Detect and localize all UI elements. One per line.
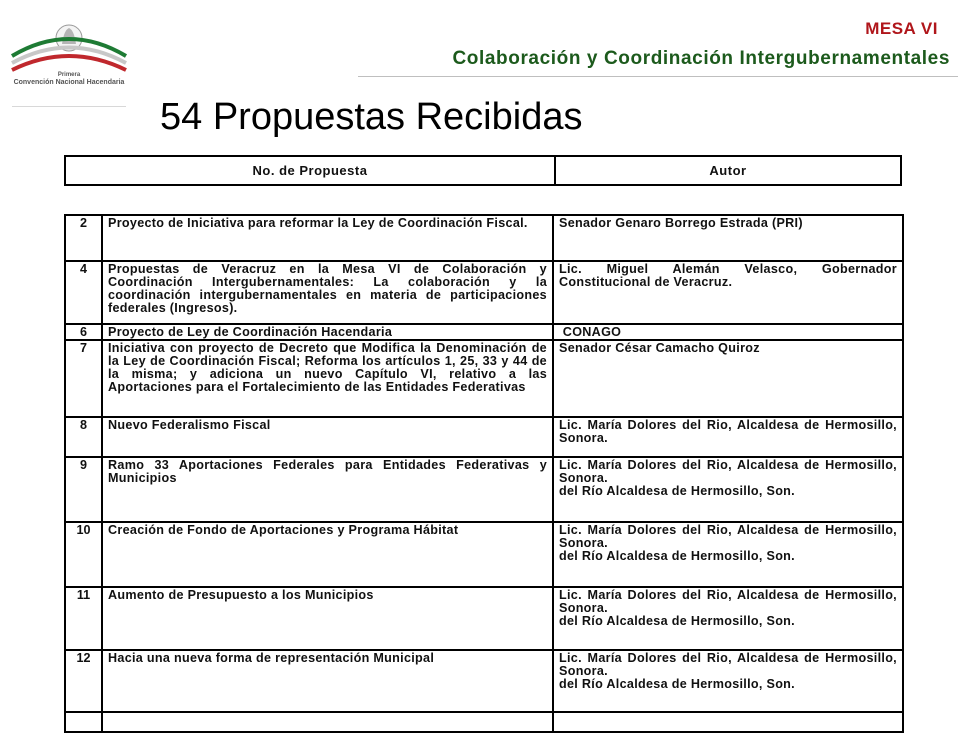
author-line: CONAGO bbox=[559, 325, 622, 339]
author-line: Lic. María Dolores del Rio, Alcaldesa de Hermosillo, Sonora. bbox=[559, 458, 897, 485]
logo-line-1: Primera bbox=[57, 72, 81, 78]
author-line-2: del Río Alcaldesa de Hermosillo, Son. bbox=[559, 677, 795, 691]
table-row bbox=[65, 324, 903, 340]
proposal-number: 8 bbox=[65, 417, 102, 457]
mesa-subtitle: Colaboración y Coordinación Intergubernamentales bbox=[452, 48, 950, 69]
col-header-author: Autor bbox=[555, 156, 901, 185]
table-row bbox=[65, 215, 903, 261]
proposal-title bbox=[102, 712, 553, 732]
author-line: Senador Genaro Borrego Estrada (PRI) bbox=[559, 216, 803, 230]
logo-divider bbox=[12, 106, 126, 107]
proposal-number: 10 bbox=[65, 522, 102, 587]
author-line: Lic. María Dolores del Rio, Alcaldesa de Hermosillo, Sonora. bbox=[559, 523, 897, 550]
table-row bbox=[65, 340, 903, 417]
proposal-author bbox=[553, 261, 903, 324]
proposal-author bbox=[553, 650, 903, 712]
author-line-2: del Río Alcaldesa de Hermosillo, Son. bbox=[559, 549, 795, 563]
proposal-title: Aumento de Presupuesto a los Municipios bbox=[102, 587, 553, 650]
table-row bbox=[65, 522, 903, 587]
proposal-title: Proyecto de Iniciativa para reformar la Ley de Coordinación Fiscal. bbox=[102, 215, 553, 261]
table-row bbox=[65, 417, 903, 457]
proposal-author bbox=[553, 712, 903, 732]
page-title: 54 Propuestas Recibidas bbox=[160, 96, 583, 138]
proposal-author bbox=[553, 417, 903, 457]
proposal-title: Hacia una nueva forma de representación Municipal bbox=[102, 650, 553, 712]
proposal-number: 11 bbox=[65, 587, 102, 650]
author-line: Lic. María Dolores del Rio, Alcaldesa de Hermosillo, Sonora. bbox=[559, 418, 897, 445]
proposal-title: Creación de Fondo de Aportaciones y Programa Hábitat bbox=[102, 522, 553, 587]
table-row bbox=[65, 457, 903, 522]
proposal-number bbox=[65, 712, 102, 732]
proposal-title: Propuestas de Veracruz en la Mesa VI de Colaboración y Coordinación Intergubernamentales: La colaboración y la coordinación intergubernamentales en materia de participaciones federales (Ingresos). bbox=[102, 261, 553, 324]
proposal-number: 7 bbox=[65, 340, 102, 417]
author-line-2: del Río Alcaldesa de Hermosillo, Son. bbox=[559, 484, 795, 498]
proposal-number: 4 bbox=[65, 261, 102, 324]
proposal-title: Ramo 33 Aportaciones Federales para Entidades Federativas y Municipios bbox=[102, 457, 553, 522]
proposal-title: Proyecto de Ley de Coordinación Hacendaria bbox=[102, 324, 553, 340]
proposal-author bbox=[553, 522, 903, 587]
author-line-2: del Río Alcaldesa de Hermosillo, Son. bbox=[559, 614, 795, 628]
proposal-number: 2 bbox=[65, 215, 102, 261]
proposal-author bbox=[553, 215, 903, 261]
table-row bbox=[65, 650, 903, 712]
mesa-label: MESA VI bbox=[865, 19, 938, 38]
author-line: Lic. María Dolores del Rio, Alcaldesa de Hermosillo, Sonora. bbox=[559, 651, 897, 678]
proposal-title: Iniciativa con proyecto de Decreto que Modifica la Denominación de la Ley de Coordinación Fiscal; Reforma los artículos 1, 25, 33 y 44 de la misma; y adiciona un nuevo Capítulo VI, relativo a las Aportaciones para el Fortalecimiento de las Entidades Federativas bbox=[102, 340, 553, 417]
logo-line-2: Convención Nacional Hacendaria bbox=[13, 79, 125, 86]
header-divider bbox=[358, 76, 958, 77]
author-line: Senador César Camacho Quiroz bbox=[559, 341, 760, 355]
proposal-number: 12 bbox=[65, 650, 102, 712]
proposal-number: 6 bbox=[65, 324, 102, 340]
proposal-author bbox=[553, 457, 903, 522]
table-row bbox=[65, 261, 903, 324]
proposal-title: Nuevo Federalismo Fiscal bbox=[102, 417, 553, 457]
proposal-author bbox=[553, 324, 903, 340]
proposal-number: 9 bbox=[65, 457, 102, 522]
table-row bbox=[65, 587, 903, 650]
proposal-author bbox=[553, 587, 903, 650]
author-line: Lic. María Dolores del Rio, Alcaldesa de Hermosillo, Sonora. bbox=[559, 588, 897, 615]
logo-caption bbox=[4, 72, 134, 107]
proposal-author bbox=[553, 340, 903, 417]
proposals-header-table bbox=[64, 155, 902, 186]
table-row bbox=[65, 712, 903, 732]
author-line: Lic. Miguel Alemán Velasco, Gobernador Constitucional de Veracruz. bbox=[559, 262, 897, 289]
col-header-proposal: No. de Propuesta bbox=[65, 156, 555, 185]
proposals-table bbox=[64, 214, 904, 733]
